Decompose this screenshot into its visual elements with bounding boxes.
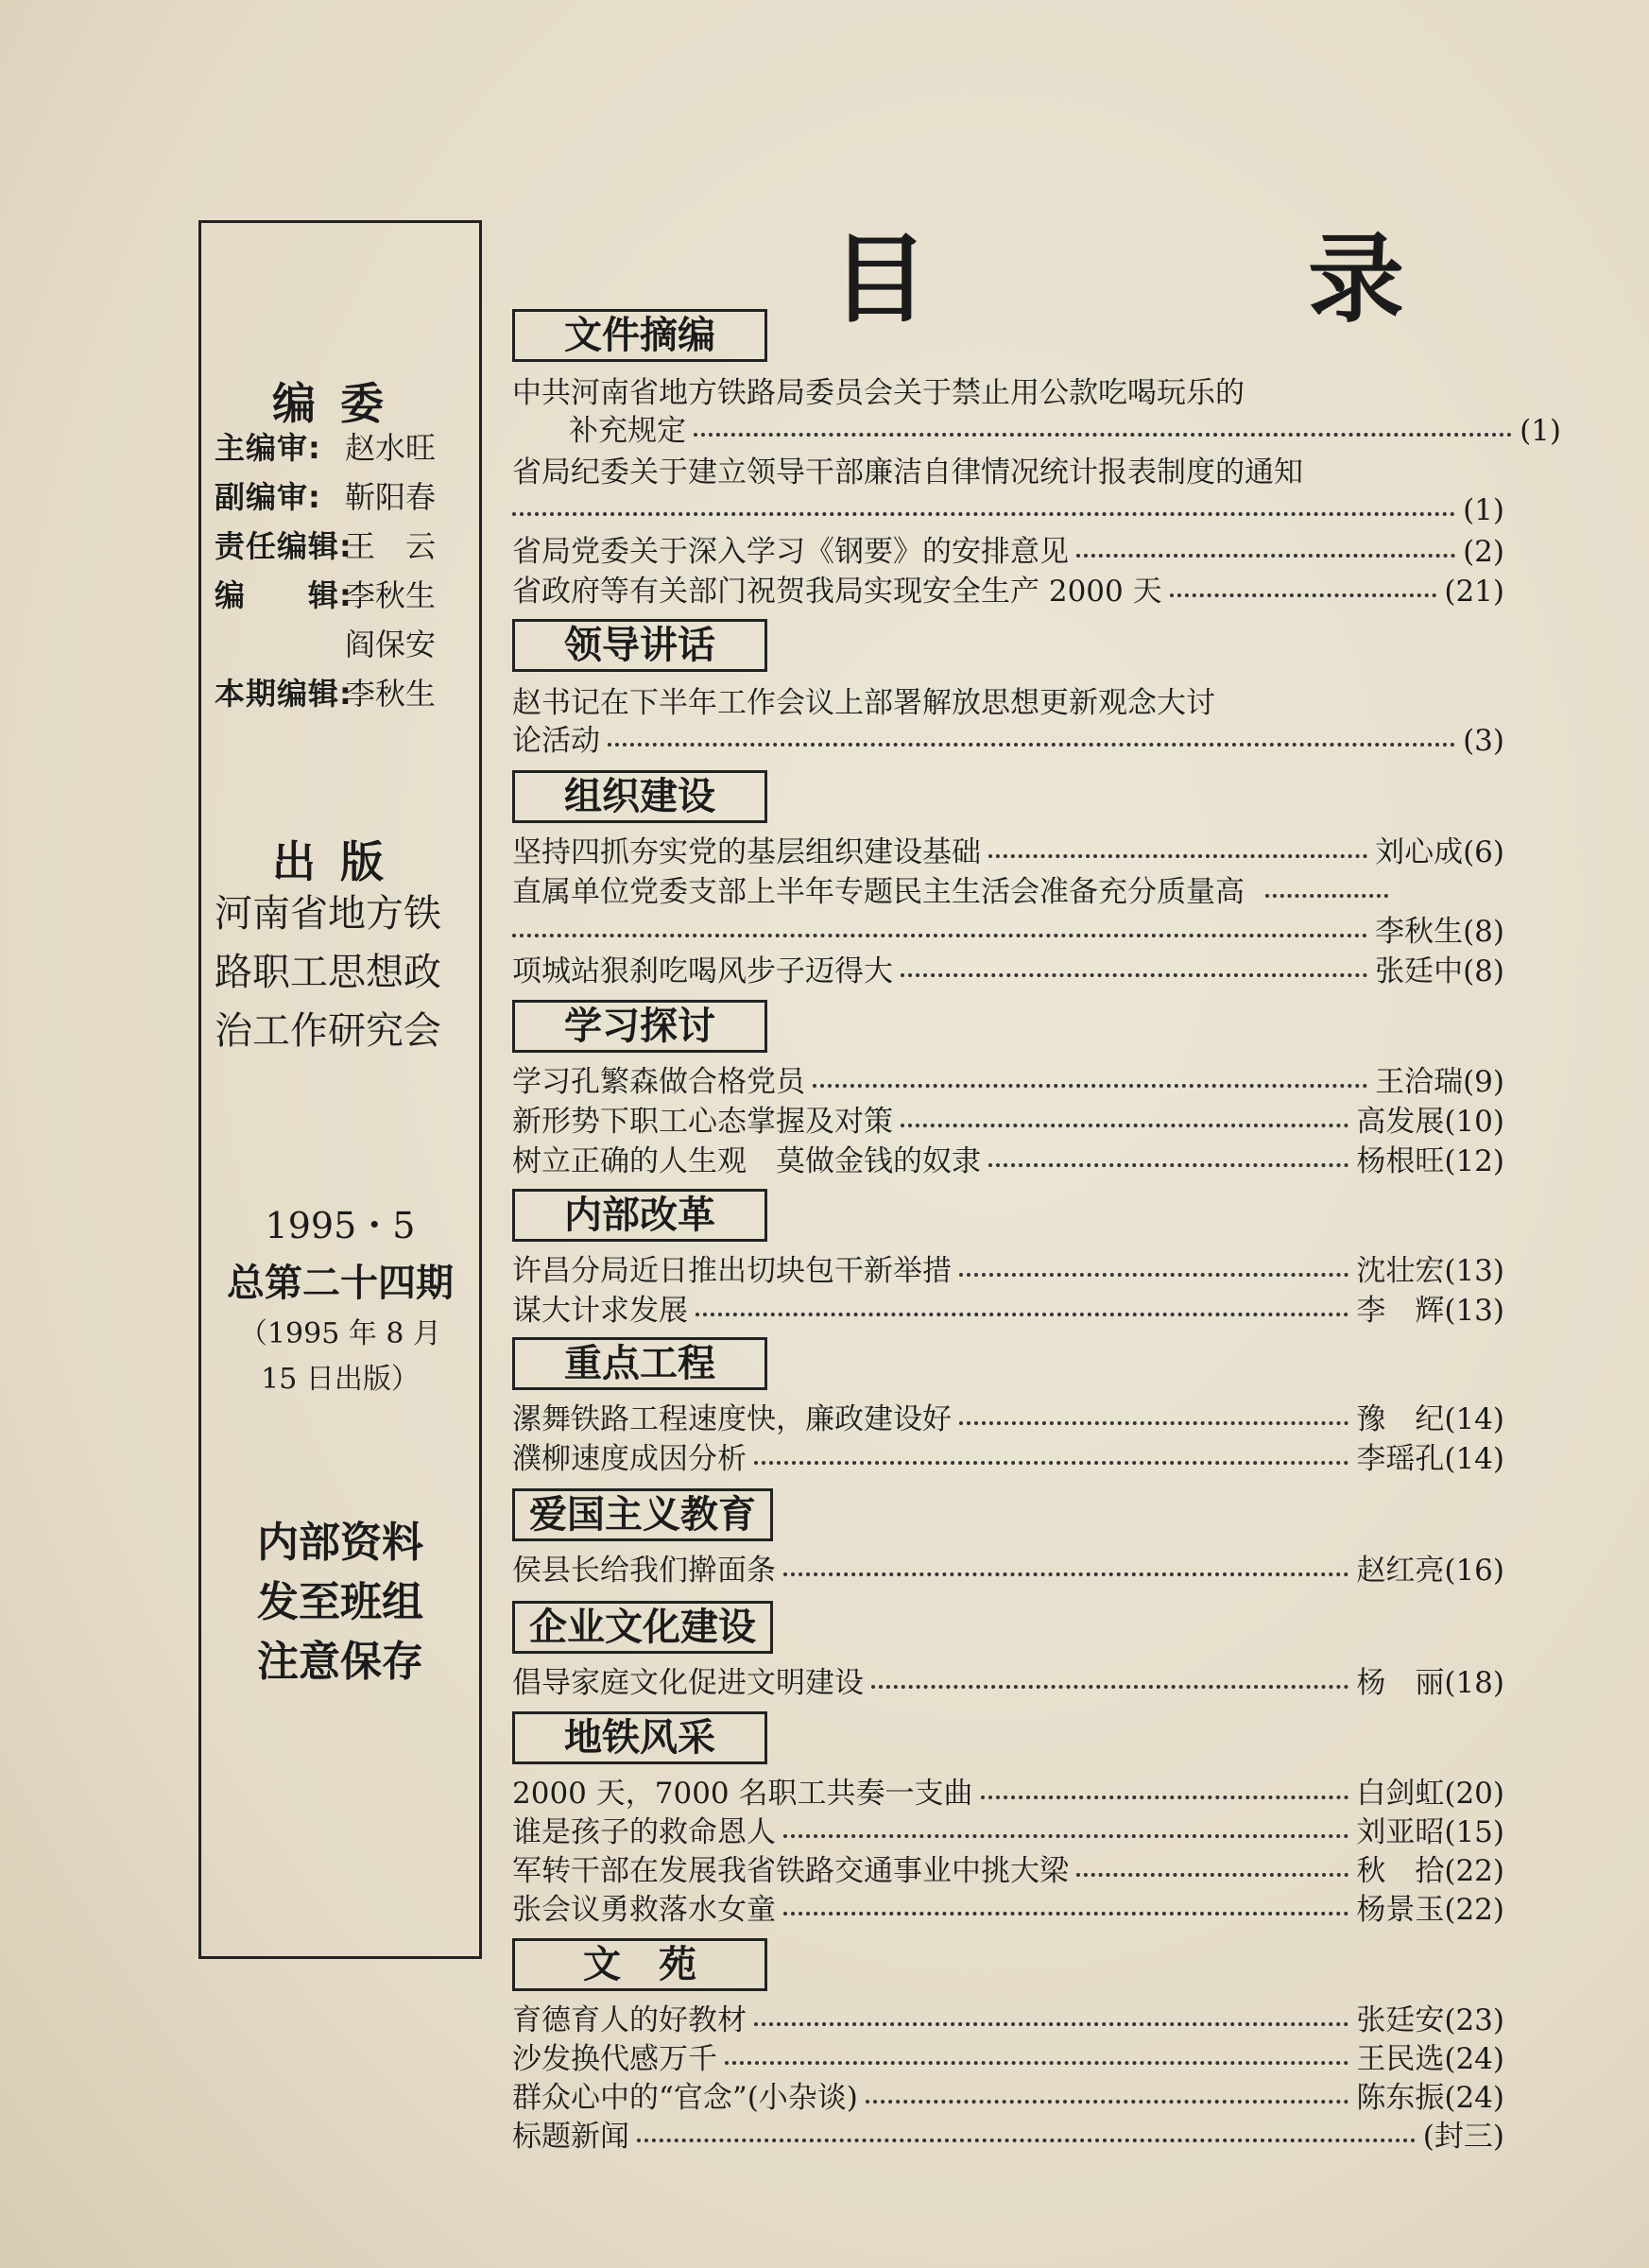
dot-leader [783,1572,1348,1576]
entry-page: (16) [1444,1554,1504,1588]
section-label: 企业文化建设 [512,1601,773,1654]
masthead-box [198,220,482,1959]
entry-author: 王民选 [1356,2042,1445,2076]
entry-author: 张廷安 [1356,2003,1445,2037]
masthead-name: 阎保安 [345,627,437,662]
entry-page: (10) [1444,1105,1504,1139]
dot-leader [1265,894,1388,898]
masthead-name: 赵水旺 [345,430,437,466]
entry-page: (6) [1463,835,1504,869]
masthead-name: 李秋生 [345,577,437,613]
toc-entry[interactable] [512,1251,1504,1291]
pub-date-line: 15 日出版） [261,1363,420,1396]
dot-leader [783,1834,1348,1838]
toc-entry[interactable] [512,532,1504,572]
entry-page: (3) [1463,724,1504,758]
entry-page: (2) [1463,535,1504,569]
entry-page: (14) [1444,1442,1504,1476]
dot-leader [637,2139,1416,2142]
entry-author: 杨根旺 [1356,1144,1445,1178]
section-label: 学习探讨 [512,1000,767,1053]
toc-entry[interactable] [512,952,1504,991]
toc-entry[interactable] [512,1062,1504,1102]
entry-title: 省政府等有关部门祝贺我局实现安全生产 2000 天 [512,575,1162,609]
dot-leader [754,1461,1348,1465]
dot-leader [783,1912,1348,1916]
entry-title: 许昌分局近日推出切块包干新举措 [512,1254,952,1288]
section-label: 领导讲话 [512,619,767,672]
toc-entry[interactable] [512,2117,1504,2156]
entry-page: (24) [1444,2081,1504,2115]
entry-page: (23) [1444,2003,1504,2037]
entry-title: 直属单位党委支部上半年专题民主生活会准备充分质量高 [512,875,1245,909]
entry-title: 谁是孩子的救命恩人 [512,1815,776,1849]
page-title: 目 录 [832,224,1546,336]
toc-entry[interactable] [512,683,1504,723]
toc-entry[interactable] [512,411,1561,451]
section-label: 爱国主义教育 [512,1488,773,1541]
entry-author: 豫 纪 [1356,1402,1445,1436]
entry-author: 沈壮宏 [1356,1254,1445,1288]
entry-page: (22) [1444,1854,1504,1888]
toc-entry[interactable] [512,1400,1504,1439]
dot-leader [725,2061,1348,2065]
entry-page: (18) [1444,1666,1504,1700]
entry-page: (9) [1463,1065,1504,1099]
toc-entry[interactable] [512,572,1504,611]
entry-page: (24) [1444,2042,1504,2076]
issue-number: 总第二十四期 [227,1262,454,1305]
entry-author: 杨 丽 [1356,1666,1445,1700]
entry-author: 刘亚昭 [1356,1815,1445,1849]
masthead-row [215,522,436,571]
section-label: 内部改革 [512,1189,767,1242]
entry-author: 杨景玉 [1356,1893,1445,1927]
dot-leader [988,1163,1348,1167]
dot-leader [754,2022,1348,2026]
dot-leader [981,1796,1349,1799]
entry-author: 刘心成 [1375,835,1464,869]
dot-leader [988,854,1367,858]
dot-leader [608,743,1455,747]
toc-entry[interactable] [512,453,1504,492]
entry-title: 群众心中的“官念”(小杂谈) [512,2081,858,2115]
dot-leader [1076,554,1455,558]
masthead-row [215,620,436,669]
entry-author: 陈东振 [1356,2081,1445,2115]
entry-title: 漯舞铁路工程速度快，廉政建设好 [512,1402,952,1436]
notice-line: 注意保存 [257,1638,423,1686]
entry-page: (8) [1463,915,1504,949]
entry-author: 李秋生 [1375,915,1464,949]
entry-title: 谋大计求发展 [512,1294,688,1328]
entry-author: 高发展 [1356,1105,1445,1139]
entry-author: 王洽瑞 [1375,1065,1464,1099]
section-label: 文件摘编 [512,309,767,362]
dot-leader [696,1313,1348,1316]
toc-entry[interactable] [512,1663,1504,1703]
dot-leader [959,1421,1348,1425]
entry-page: (封三) [1422,2120,1504,2154]
dot-leader [901,1124,1348,1127]
section-label: 组织建设 [512,770,767,823]
toc-entry[interactable] [512,1774,1504,1813]
toc-entry[interactable] [512,2078,1504,2118]
dot-leader [512,934,1367,937]
entry-title: 坚持四抓夯实党的基层组织建设基础 [512,835,981,869]
entry-title: 省局党委关于深入学习《钢要》的安排意见 [512,535,1069,569]
publisher-heading: 出版 [272,836,408,887]
entry-author: 秋 拾 [1356,1854,1445,1888]
entry-title: 倡导家庭文化促进文明建设 [512,1666,864,1700]
publisher-line: 河南省地方铁 [215,892,441,936]
toc-entry[interactable] [512,1142,1504,1181]
publisher-line: 治工作研究会 [215,1009,441,1053]
entry-page: (22) [1444,1893,1504,1927]
entry-title: 沙发换代感万千 [512,2042,717,2076]
masthead-role: 责任编辑: [215,528,352,564]
entry-page: (20) [1444,1777,1504,1811]
toc-entry[interactable] [512,1439,1504,1479]
entry-page: (15) [1444,1815,1504,1849]
pub-date-line: （1995 年 8 月 [238,1317,442,1350]
entry-page: (13) [1444,1294,1504,1328]
entry-page: (12) [1444,1144,1504,1178]
toc-entry[interactable] [512,1551,1504,1590]
dot-leader [694,433,1512,437]
toc-entry[interactable] [512,721,1504,761]
notice-line: 内部资料 [257,1519,423,1567]
dot-leader [901,973,1367,977]
toc-entry[interactable] [512,2039,1504,2079]
entry-title: 省局纪委关于建立领导干部廉洁自律情况统计报表制度的通知 [512,455,1303,490]
dot-leader [813,1084,1367,1088]
masthead-row [215,571,436,620]
entry-title: 张会议勇救落水女童 [512,1893,776,1927]
entry-page: (21) [1444,575,1504,609]
toc-entry[interactable] [512,833,1504,872]
entry-title: 侯县长给我们擀面条 [512,1554,776,1588]
dot-leader [871,1685,1348,1689]
masthead-row [215,423,436,472]
dot-leader [1076,1873,1348,1877]
entry-title: 新形势下职工心态掌握及对策 [512,1105,893,1139]
entry-author: 张廷中 [1375,954,1464,988]
masthead-name: 靳阳春 [345,479,437,515]
masthead-role: 编 辑: [215,577,352,613]
toc-entry[interactable] [512,373,1504,413]
masthead-role: 主编审: [215,430,321,466]
entry-author: 赵红亮 [1356,1554,1445,1588]
toc-entry[interactable] [512,872,1504,912]
masthead-row [215,669,436,718]
toc-entry[interactable] [512,1102,1504,1142]
masthead-row [215,472,436,522]
masthead-name: 王 云 [345,528,437,564]
entry-title: 项城站狠刹吃喝风步子迈得大 [512,954,893,988]
entry-page: (14) [1444,1402,1504,1436]
entry-title: 军转干部在发展我省铁路交通事业中挑大梁 [512,1854,1069,1888]
entry-title: 补充规定 [569,414,686,448]
toc-entry[interactable] [512,1291,1504,1331]
masthead-name: 李秋生 [345,676,437,712]
entry-page: (8) [1463,954,1504,988]
section-label: 重点工程 [512,1337,767,1390]
publisher-line: 路职工思想政 [215,951,441,994]
section-label: 地铁风采 [512,1711,767,1764]
toc-entry[interactable] [512,490,1504,530]
entry-page: (13) [1444,1254,1504,1288]
entry-title: 2000 天，7000 名职工共奏一支曲 [512,1777,973,1811]
dot-leader [512,512,1455,516]
entry-title: 学习孔繁森做合格党员 [512,1065,805,1099]
toc-entry[interactable] [512,1813,1504,1852]
entry-page: (1) [1520,414,1561,448]
section-label: 文 苑 [512,1938,767,1991]
entry-title: 育德育人的好教材 [512,2003,747,2037]
entry-author: 白剑虹 [1356,1777,1445,1811]
toc-entry[interactable] [512,1890,1504,1930]
entry-title: 标题新闻 [512,2120,629,2154]
entry-title: 中共河南省地方铁路局委员会关于禁止用公款吃喝玩乐的 [512,376,1245,410]
entry-page: (1) [1463,493,1504,527]
entry-title: 论活动 [512,724,600,758]
dot-leader [959,1273,1348,1277]
entry-title: 濮柳速度成因分析 [512,1442,747,1476]
dot-leader [866,2100,1348,2104]
toc-entry[interactable] [512,1851,1504,1891]
entry-author: 李瑶孔 [1356,1442,1445,1476]
toc-entry[interactable] [512,912,1504,952]
entry-title: 树立正确的人生观 莫做金钱的奴隶 [512,1144,981,1178]
entry-title: 赵书记在下半年工作会议上部署解放思想更新观念大讨 [512,686,1215,720]
issue-date: 1995・5 [265,1205,416,1246]
editorial-heading: 编委 [272,378,408,429]
masthead-role: 副编审: [215,479,321,515]
masthead-role: 本期编辑: [215,676,352,712]
entry-author: 李 辉 [1356,1294,1445,1328]
dot-leader [1170,593,1437,597]
notice-line: 发至班组 [257,1578,423,1626]
toc-entry[interactable] [512,2001,1504,2040]
